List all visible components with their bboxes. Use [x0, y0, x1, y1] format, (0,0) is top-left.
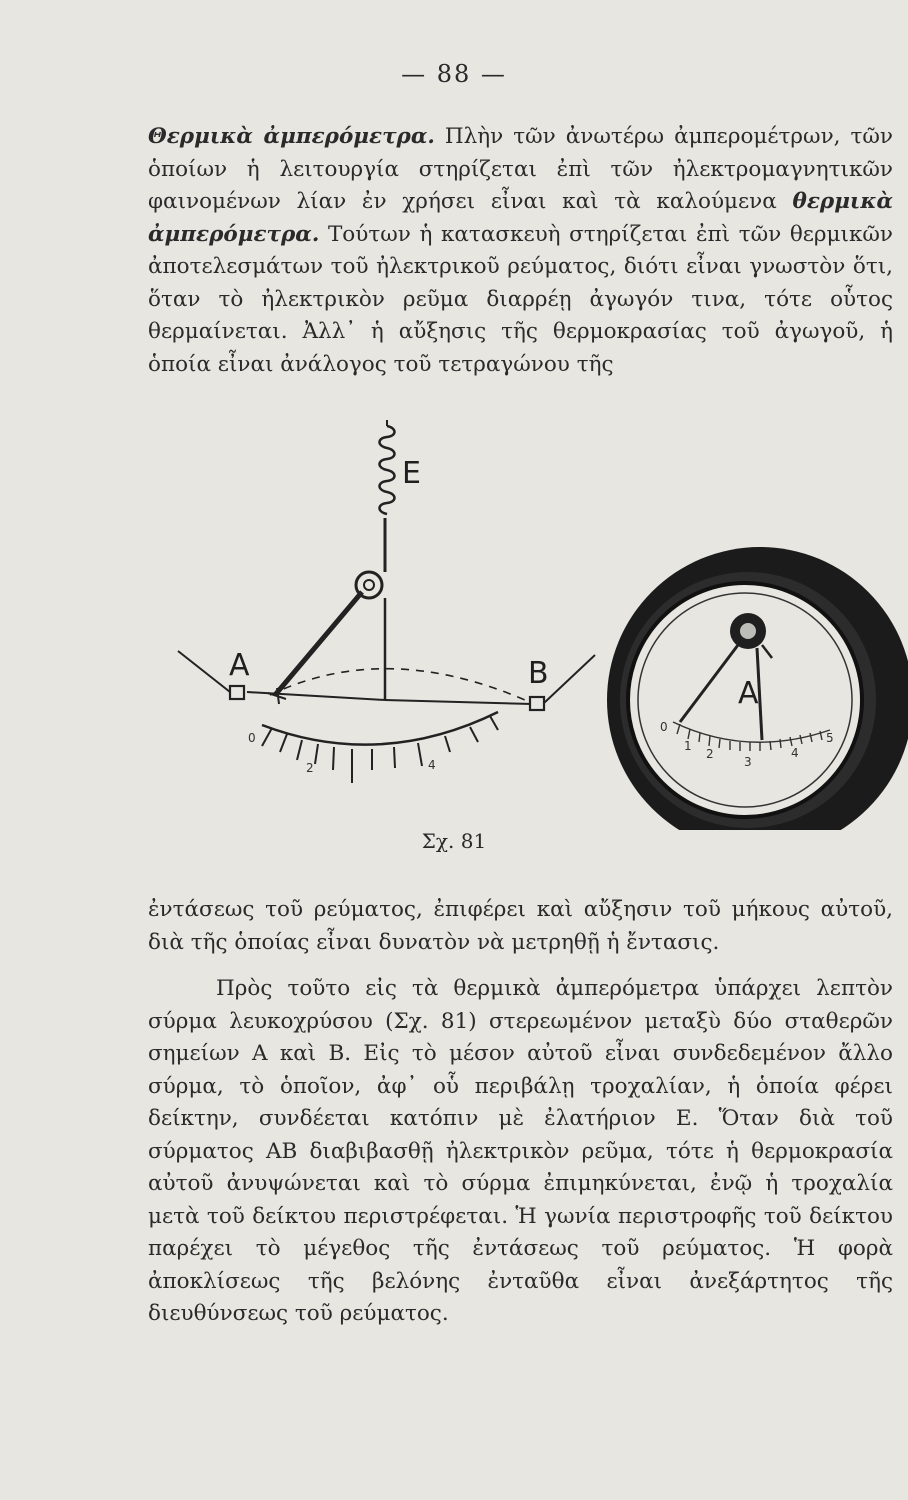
schematic-left	[178, 420, 595, 783]
paragraph-continuation: ἐντάσεως τοῦ ρεύματος, ἐπιφέρει καὶ αὔξησιν τοῦ μήκους αὐτοῦ, διὰ τῆς ὁποίας εἶναι δυνατὸν νὰ μετρηθῇ ἡ ἔντασις.	[148, 897, 893, 955]
label-A: A	[229, 648, 250, 683]
dial-scale-0: 0	[660, 720, 668, 734]
paragraph-text: Πλὴν τῶν ἀνωτέρω ἀμπερομέτρων, τῶν ὁποίων ἡ λειτουργία στηρίζεται ἐπὶ τῶν ἠλεκτρομαγνητικῶν φαινομένων λίαν ἐν χρήσει εἶναι καὶ τὰ καλούμενα	[148, 124, 893, 214]
paragraph-intro	[148, 121, 893, 381]
label-dial-A: A	[738, 676, 759, 711]
dial-scale-5: 5	[826, 731, 834, 745]
paragraph-description: Πρὸς τοῦτο εἰς τὰ θερμικὰ ἀμπερόμετρα ὑπάρχει λεπτὸν σύρμα λευκοχρύσου (Σχ. 81) στερεωμένον μεταξὺ δύο σταθερῶν σημείων A καὶ B. Εἰς τὸ μέσον αὐτοῦ εἶναι συνδεδεμένον ἄλλο σύρμα, τὸ ὁποῖον, ἀφ᾽ οὗ περιβάλῃ τροχαλίαν, ἡ ὁποία φέρει δείκτην, συνδέεται κατόπιν μὲ ἐλατήριον E. Ὅταν διὰ τοῦ σύρματος AB διαβιβασθῇ ἠλεκτρικὸν ρεῦμα, τότε ἡ θερμοκρασία αὐτοῦ ἀνυψώνεται καὶ τὸ σύρμα ἐπιμηκύνεται, ἐνῷ ἡ τροχαλία μετὰ τοῦ δείκτου περιστρέφεται. Ἡ γωνία περιστροφῆς τοῦ δείκτου παρέχει τὸ μέγεθος τῆς ἐντάσεως τοῦ ρεύματος. Ἡ φορὰ ἀποκλίσεως τῆς βελόνης ἐνταῦθα εἶναι ἀνεξάρτητος τῆς διευθύνσεως τοῦ ρεύματος.	[148, 976, 893, 1326]
label-B: B	[528, 656, 549, 691]
dial-scale-1: 1	[684, 739, 692, 753]
scale-label-0: 0	[248, 731, 256, 745]
dial-scale-2: 2	[706, 747, 714, 761]
dial-scale-4: 4	[791, 746, 799, 760]
scale-label-2: 2	[306, 761, 314, 775]
figure-caption: Σχ. 81	[421, 829, 487, 853]
figure-81	[0, 400, 908, 890]
pointer	[275, 592, 362, 695]
dial-scale-3: 3	[744, 755, 752, 769]
paragraph-text: Τούτων ἡ κατασκευὴ στηρίζεται ἐπὶ τῶν θερμικῶν ἀποτελεσμάτων τοῦ ἠλεκτρικοῦ ρεύματος, διότι εἶναι γνωστὸν ὅτι, ὅταν τὸ ἠλεκτρικὸν ρεῦμα διαρρέῃ ἀγωγόν τινα, τότε οὗτος θερμαίνεται. Ἀλλ᾽ ἡ αὔξησις τῆς θερμοκρασίας τοῦ ἀγωγοῦ, ἡ ὁποία εἶναι ἀνάλογος τοῦ τετραγώνου τῆς	[148, 221, 893, 377]
page-number: — 88 —	[401, 60, 507, 88]
scale-label-4: 4	[428, 758, 436, 772]
thermal-ammeter-diagram	[0, 400, 908, 830]
label-E: E	[402, 456, 421, 491]
spring-coil	[380, 426, 395, 514]
section-heading: Θερμικὰ ἀμπερόμετρα.	[148, 124, 435, 149]
inline-term: θερμικὰ ἀμπερόμετρα.	[148, 189, 893, 247]
